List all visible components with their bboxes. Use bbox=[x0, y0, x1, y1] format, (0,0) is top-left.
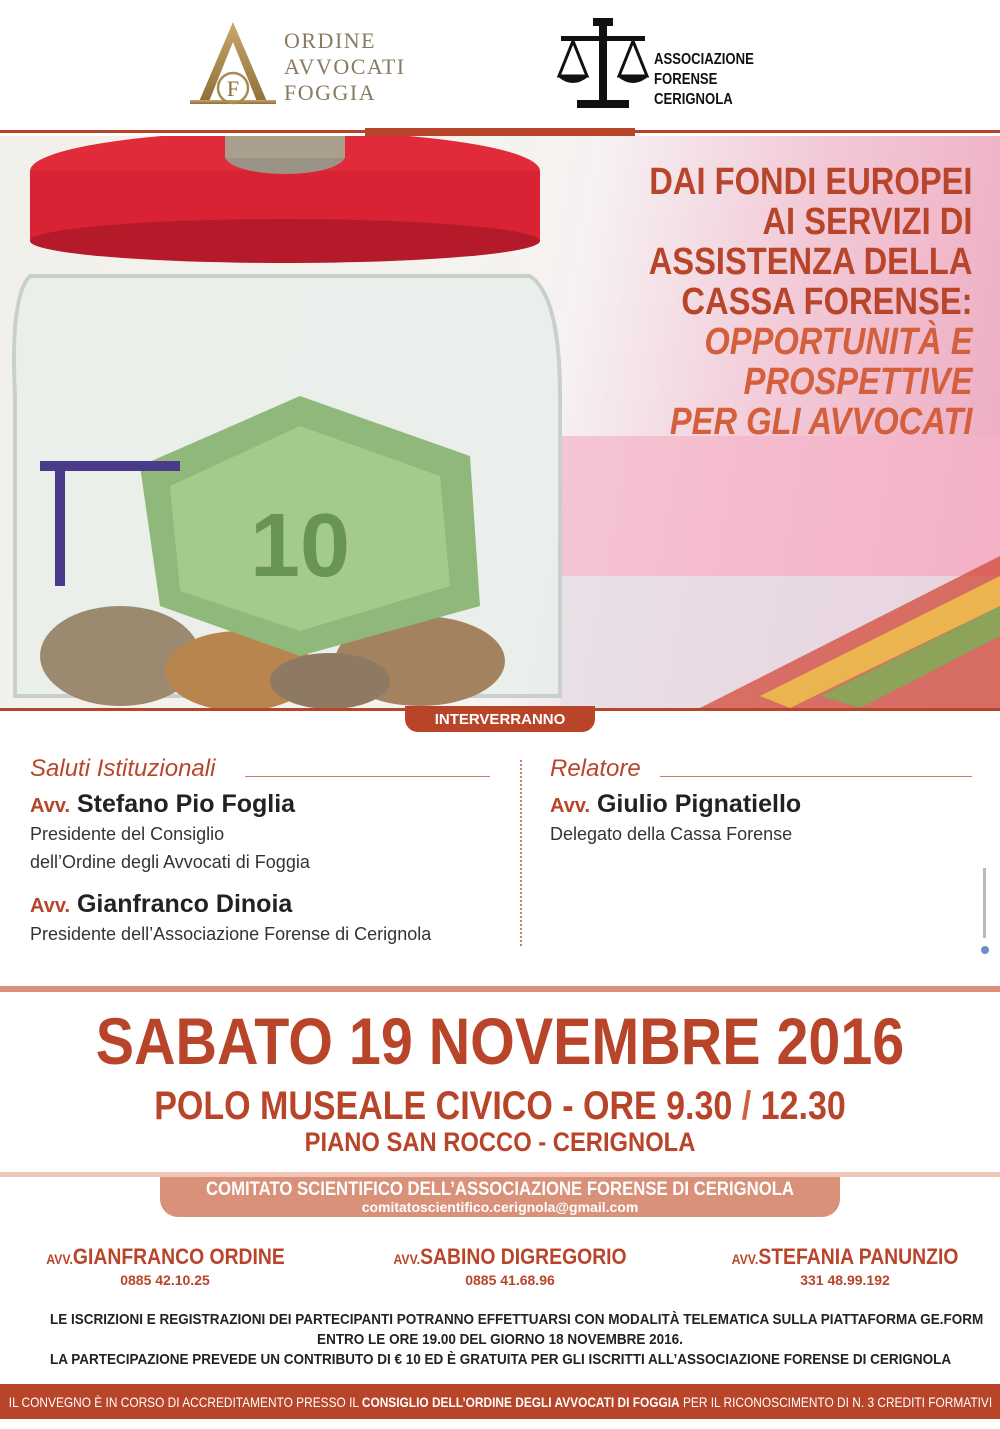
event-place: PIANO SAN ROCCO - CERIGNOLA bbox=[304, 1127, 696, 1157]
associazione-forense-cerignola-text: ASSOCIAZIONE FORENSE CERIGNOLA bbox=[654, 51, 754, 108]
subheadline-line: PROSPETTIVE bbox=[743, 361, 972, 403]
committee-title: COMITATO SCIENTIFICO DELL’ASSOCIAZIONE FORENSE DI CERIGNOLA bbox=[205, 1179, 795, 1200]
saluti-rule bbox=[245, 776, 490, 777]
committee-member: AVV.SABINO DIGREGORIO 0885 41.68.96 bbox=[370, 1244, 650, 1288]
designer-credit-mark bbox=[976, 858, 994, 958]
accreditation-footer: IL CONVEGNO È IN CORSO DI ACCREDITAMENTO PRESSO IL CONSIGLIO DELL’ORDINE DEGLI AVVOCATI DI FOGGIA PER IL RICONOSCIMENTO DI N. 3 CREDITI FORMATIVI bbox=[0, 1384, 1000, 1419]
ordine-avvocati-foggia-logo bbox=[188, 18, 278, 110]
interverranno-label: INTERVERRANNO bbox=[405, 706, 595, 732]
ordine-avvocati-foggia-text: ORDINE AVVOCATI FOGGIA bbox=[284, 28, 406, 105]
committee-email[interactable]: comitatoscientifico.cerignola@gmail.com bbox=[361, 1199, 639, 1215]
subheadline-line: OPPORTUNITÀ E bbox=[703, 321, 972, 363]
headline-line: ASSISTENZA DELLA bbox=[648, 241, 972, 283]
headline-line: AI SERVIZI DI bbox=[761, 201, 972, 243]
scales-of-justice-icon bbox=[555, 18, 651, 110]
speaker-name: Avv. Stefano Pio Foglia bbox=[30, 790, 296, 818]
relatore-rule bbox=[660, 776, 972, 777]
column-divider bbox=[520, 760, 522, 946]
member-phone: 331 48.99.192 bbox=[800, 1272, 890, 1288]
committee-member: AVV.STEFANIA PANUNZIO 331 48.99.192 bbox=[710, 1244, 980, 1288]
headline-line: DAI FONDI EUROPEI bbox=[648, 161, 972, 203]
svg-text:F: F bbox=[226, 76, 240, 101]
speaker-role: Presidente del Consiglio dell’Ordine degli Avvocati di Foggia bbox=[30, 824, 310, 872]
event-headline bbox=[596, 162, 973, 442]
speaker-role: Delegato della Cassa Forense bbox=[550, 824, 793, 844]
member-phone: 0885 42.10.25 bbox=[120, 1272, 210, 1288]
event-date: SABATO 19 NOVEMBRE 2016 bbox=[95, 1004, 905, 1078]
event-venue: POLO MUSEALE CIVICO - ORE 9.30 / 12.30 bbox=[154, 1084, 846, 1128]
svg-text:10: 10 bbox=[250, 496, 351, 596]
date-divider bbox=[0, 986, 1000, 992]
registration-info: LE ISCRIZIONI E REGISTRAZIONI DEI PARTECIPANTI POTRANNO EFFETTUARSI CON MODALITÀ TELEMATICA SULLA PIATTAFORMA GE.FORM ENTRO LE ORE 19.00 DEL GIORNO 18 NOVEMBRE 2016. LA PARTECIPAZIONE PREVEDE UN CONTRIBUTO DI € 10 ED È GRATUITA PER GLI ISCRITTI ALL’ASSOCIAZIONE FORENSE DI CERIGNOLA bbox=[50, 1311, 984, 1368]
relatore-title: Relatore bbox=[550, 755, 641, 782]
member-phone: 0885 41.68.96 bbox=[465, 1272, 555, 1288]
speaker-name: Avv. Gianfranco Dinoia bbox=[30, 890, 293, 918]
subheadline-line: PER GLI AVVOCATI bbox=[669, 401, 972, 443]
saluti-title: Saluti Istituzionali bbox=[30, 755, 216, 782]
committee-member: AVV.GIANFRANCO ORDINE 0885 42.10.25 bbox=[30, 1244, 300, 1288]
speaker-role: Presidente dell’Associazione Forense di Cerignola bbox=[30, 924, 432, 944]
speaker-name: Avv. Giulio Pignatiello bbox=[550, 790, 802, 818]
headline-line: CASSA FORENSE: bbox=[680, 281, 972, 323]
